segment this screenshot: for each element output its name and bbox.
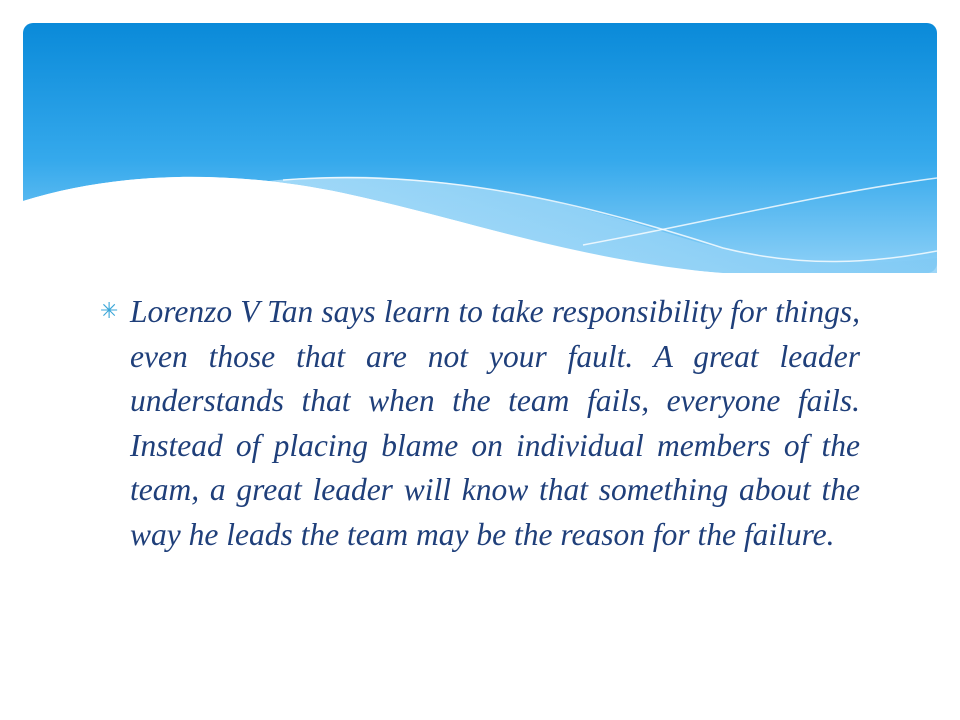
slide-content	[100, 290, 860, 557]
bullet-text: Lorenzo V Tan says learn to take responsibility for things, even those that are not your fault. A great leader understands that when the team fails, everyone fails. Instead of placing blame on individual members of the team, a great leader will know that something about the way he leads the team may be the reason for the failure.	[130, 294, 860, 552]
wave-banner-graphic	[23, 23, 937, 273]
asterisk-bullet-icon: ✳	[100, 299, 119, 324]
bullet-item	[100, 290, 860, 557]
header-banner	[23, 23, 937, 273]
